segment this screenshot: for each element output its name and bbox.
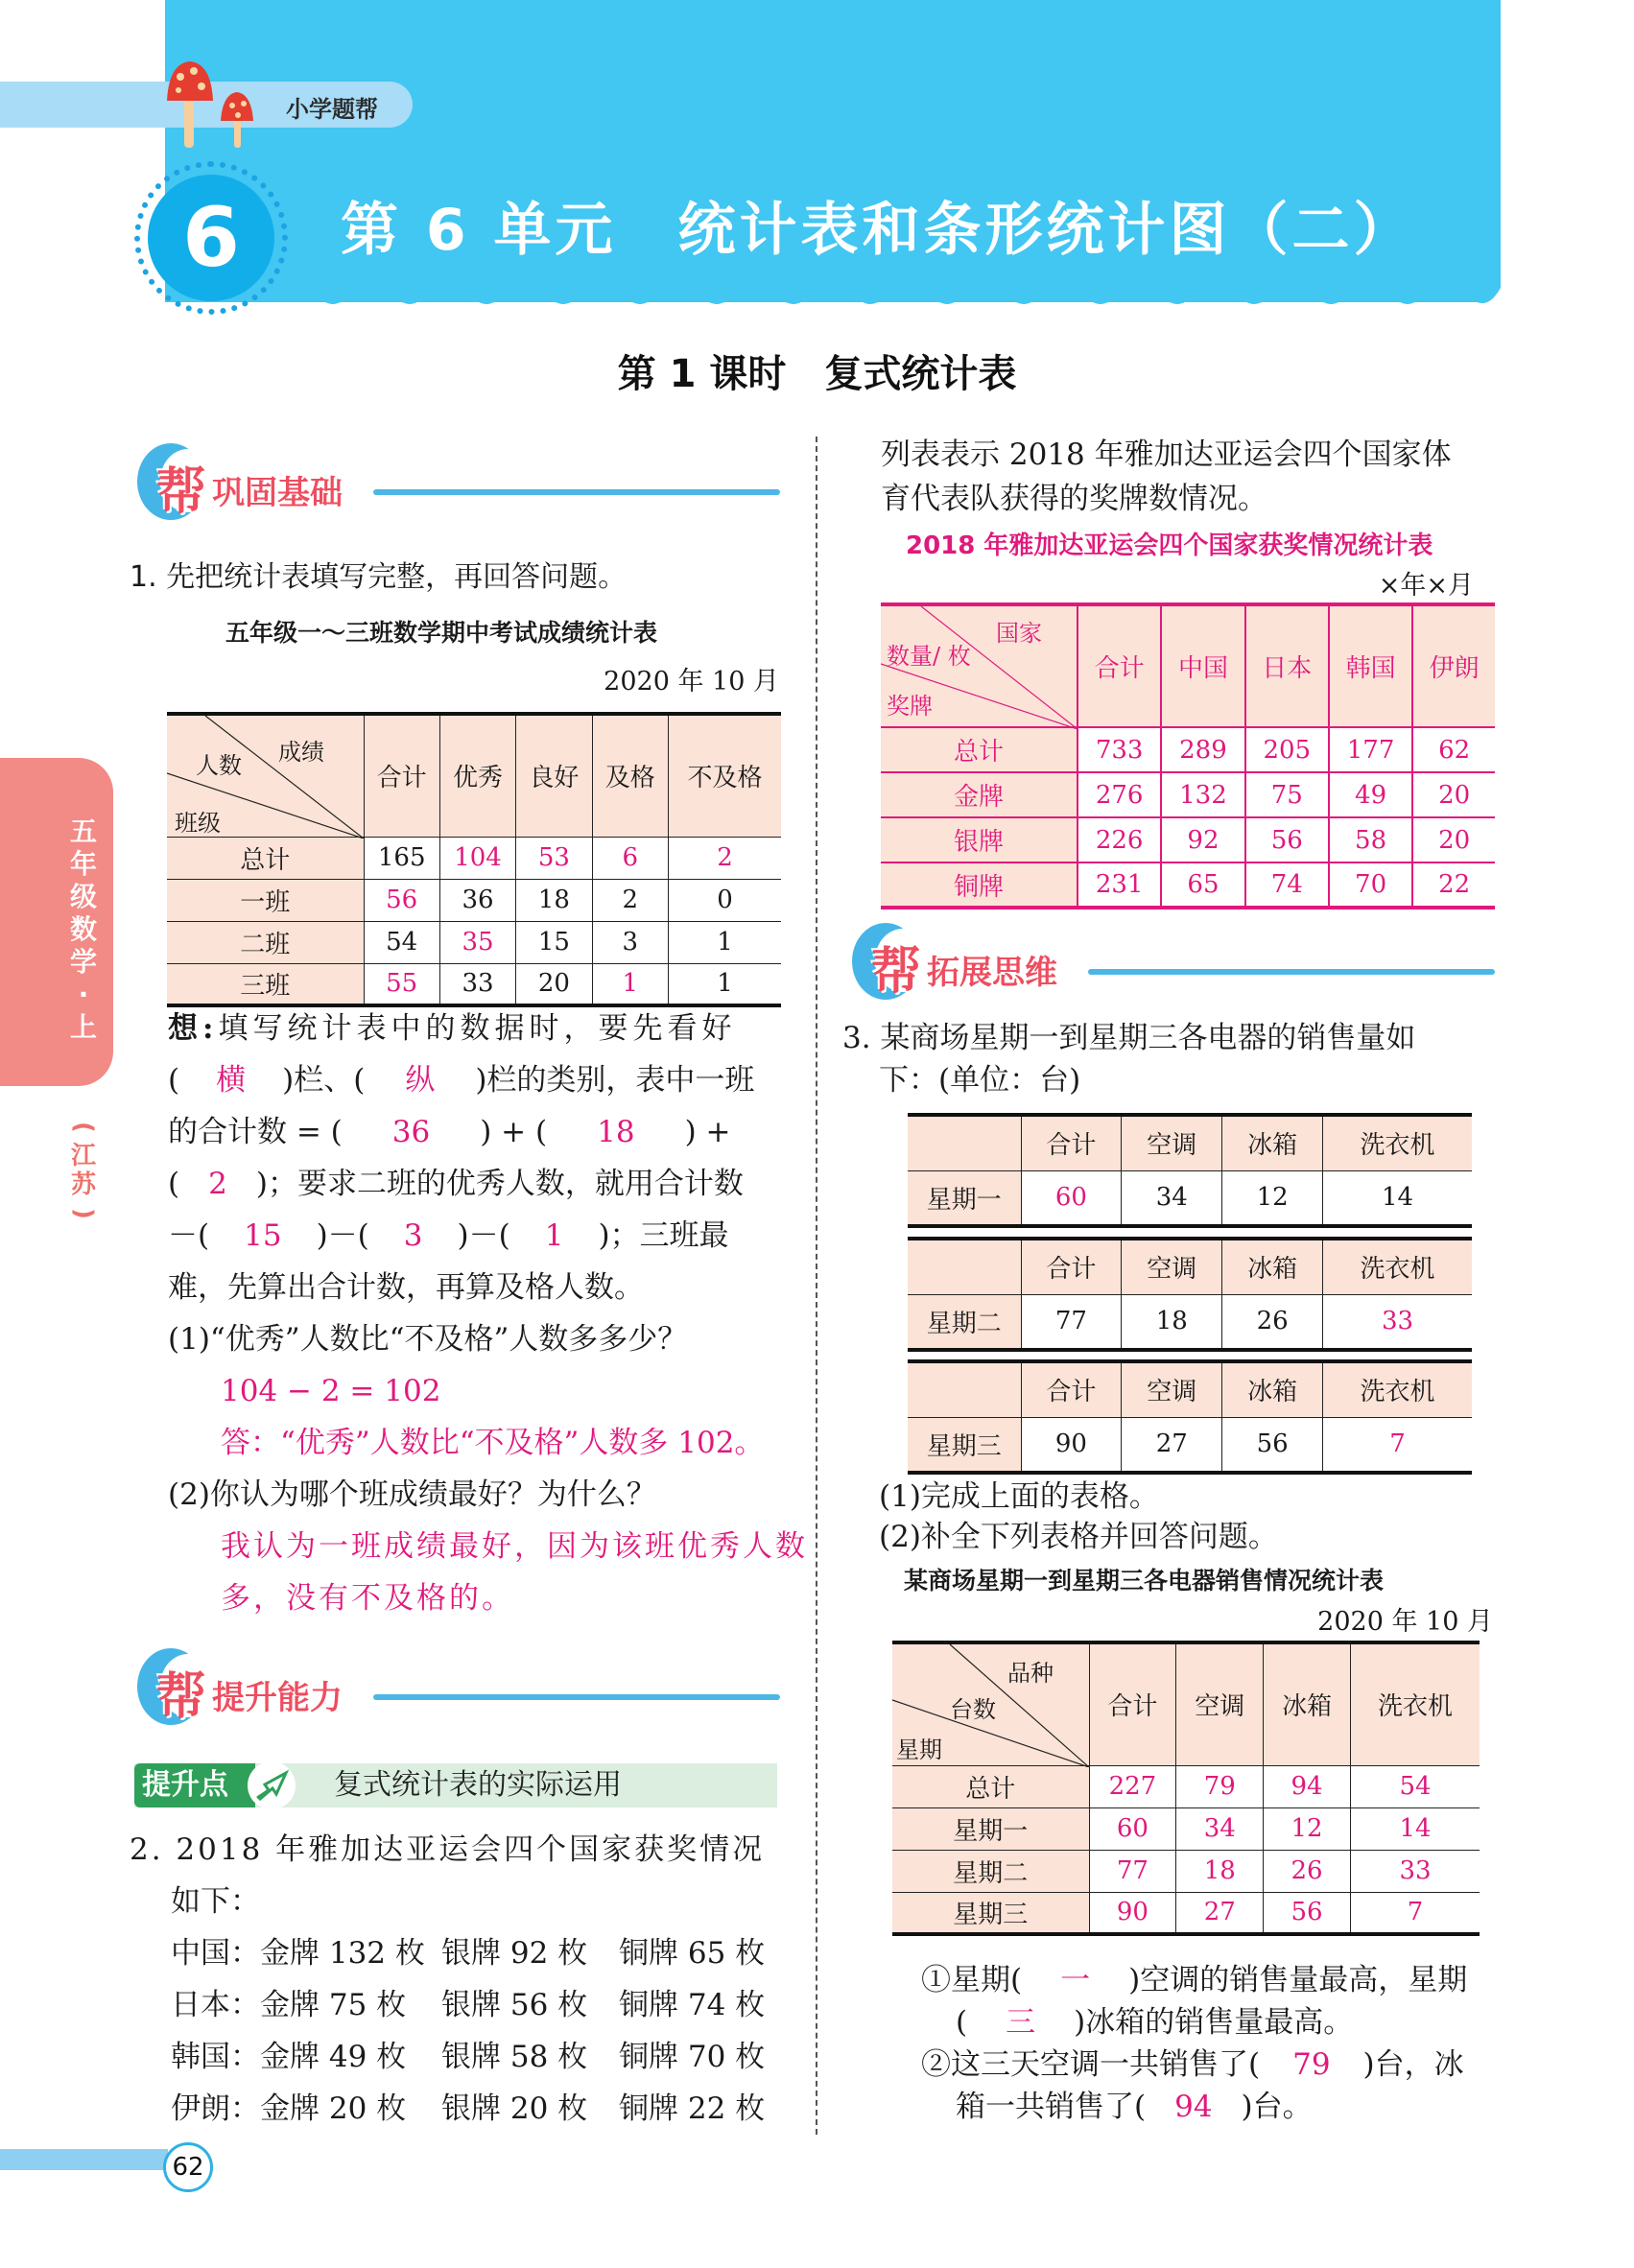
section-rule [373,489,780,495]
table-row: 星期二 77 18 26 33 [908,1294,1472,1350]
banner-wave-edge [165,278,1501,317]
table-row: 金牌 276 132 75 49 20 [881,772,1495,817]
unit-title: 第 6 单元 统计表和条形统计图（二） [341,197,1415,264]
q3-summary-table [892,1641,1480,1936]
arrow-up-right-icon [248,1761,296,1809]
side-tab-grade: 五 年 级 数 学 · 上 [69,815,97,1043]
section-expand: 帮 拓展思维 [852,923,1495,1009]
tip-label: 提升点 [134,1763,255,1807]
section-improve: 帮 提升能力 [137,1648,780,1735]
diagonal-header-cell: 品种 台数 星期 [892,1642,1089,1765]
q3-qb-l2: 箱一共销售了( 94 )台。 [956,2090,1313,2124]
table-row: 星期三 90 27 56 7 [892,1892,1480,1934]
q1-think-l2: ( 横 )栏、( 纵 )栏的类别，表中一班 [168,1063,755,1098]
list-item: 伊朗：金牌 20 枚 [171,2091,407,2126]
q1-think-l3: 的合计数 = ( 36 ) + ( 18 ) + [168,1115,731,1149]
table-header-row: 品种 台数 星期 合计 空调 冰箱 洗衣机 [892,1642,1480,1765]
diagonal-header-cell: 成绩 人数 班级 [167,714,364,837]
brand-label: 小学题帮 [286,96,378,123]
section-rule [1088,969,1495,975]
q1-think-l5: －( 15 )－( 3 )－( 1 )；三班最 [168,1218,729,1253]
list-item: 韩国：金牌 49 枚 [171,2040,407,2074]
q1-sub2-question: (2)你认为哪个班成绩最好？为什么？ [168,1477,656,1512]
q1-table-title: 五年级一～三班数学期中考试成绩统计表 [225,619,658,647]
q2-table-title: 2018 年雅加达亚运会四个国家获奖情况统计表 [906,532,1433,560]
table-row: 总计 733 289 205 177 62 [881,727,1495,772]
q3-prompt-l2: 下：(单位：台) [879,1063,1081,1098]
table-row: 总计 165 104 53 6 2 [167,837,781,879]
table-row: 总计 227 79 94 54 [892,1765,1480,1807]
section-basic: 帮 巩固基础 [137,443,780,530]
q1-sub1-question: (1)“优秀”人数比“不及格”人数多多少？ [168,1322,688,1357]
q1-think-l4: ( 2 )；要求二班的优秀人数，就用合计数 [168,1167,744,1201]
table-row: 银牌 226 92 56 58 20 [881,817,1495,862]
q2-table-date: ×年×月 [1378,571,1474,601]
section-rule [373,1694,780,1700]
q1-think-l6: 难，先算出合计数，再算及格人数。 [168,1270,644,1305]
q2-prompt-l1: 2. 2018 年雅加达亚运会四个国家获奖情况 [130,1832,766,1867]
table-row: 星期三 90 27 56 7 [908,1417,1472,1473]
q1-prompt: 1. 先把统计表填写完整，再回答问题。 [130,560,628,594]
q1-table-date: 2020 年 10 月 [604,667,779,697]
q2-cont-l2: 育代表队获得的奖牌数情况。 [881,482,1267,516]
lesson-title: 第 1 课时 复式统计表 [617,352,1017,396]
table-row: 一班 56 36 18 2 0 [167,879,781,921]
table-row: 三班 55 33 20 1 1 [167,963,781,1005]
q1-score-table [167,712,781,1007]
table-row: 星期一 60 34 12 14 [908,1170,1472,1226]
q3-day-table-wed: 合计 空调 冰箱 洗衣机 星期三 90 27 56 7 [908,1359,1472,1475]
q1-sub1-calc: 104 − 2 = 102 [221,1374,441,1408]
table-header-row: 成绩 人数 班级 合计 优秀 良好 及格 不及格 [167,714,781,837]
q3-prompt-l1: 3. 某商场星期一到星期三各电器的销售量如 [842,1021,1416,1055]
table-row: 星期一 60 34 12 14 [892,1807,1480,1850]
mushroom-icon [165,58,271,149]
diagonal-header-cell: 国家 数量/ 枚 奖牌 [881,604,1077,727]
list-item: 日本：金牌 75 枚 [171,1988,407,2022]
q3-qa-l1: ①星期( 一 )空调的销售量最高，星期 [921,1963,1468,1997]
q1-sub1-answer: 答：“优秀”人数比“不及格”人数多 102。 [221,1426,765,1460]
q1-think-l1: 想:填写统计表中的数据时，要先看好 [168,1011,737,1046]
q3-qb-l1: ②这三天空调一共销售了( 79 )台，冰 [921,2047,1464,2082]
q3-table-title: 某商场星期一到星期三各电器销售情况统计表 [904,1567,1385,1595]
table-row: 铜牌 231 65 74 70 22 [881,862,1495,908]
column-divider [816,437,817,2135]
q1-sub2-answer-l2: 多，没有不及格的。 [221,1581,514,1616]
page-number-strip [0,2149,168,2170]
q3-table-date: 2020 年 10 月 [1317,1607,1493,1637]
q3-day-table-mon: 合计 空调 冰箱 洗衣机 星期一 60 34 12 14 [908,1113,1472,1228]
table-header-row: 国家 数量/ 枚 奖牌 合计 中国 日本 韩国 伊朗 [881,604,1495,727]
unit-number-badge: 6 [148,175,274,301]
table-row: 星期二 77 18 26 33 [892,1850,1480,1892]
table-row: 二班 54 35 15 3 1 [167,921,781,963]
page-number: 62 [163,2142,213,2192]
side-tab-province: ( 江 苏 ) [69,1122,98,1219]
q3-sub1: (1)完成上面的表格。 [879,1479,1159,1514]
q2-cont-l1: 列表表示 2018 年雅加达亚运会四个国家体 [881,437,1452,472]
q3-sub2: (2)补全下列表格并回答问题。 [879,1520,1278,1554]
list-item: 中国：金牌 132 枚 [171,1936,425,1971]
q1-sub2-answer-l1: 我认为一班成绩最好，因为该班优秀人数 [221,1529,808,1564]
q2-prompt-l2: 如下： [171,1884,260,1919]
tip-text: 复式统计表的实际运用 [334,1768,622,1802]
q3-qa-l2: ( 三 )冰箱的销售量最高。 [956,2005,1354,2040]
q3-day-table-tue: 合计 空调 冰箱 洗衣机 星期二 77 18 26 33 [908,1237,1472,1352]
q2-medal-table [881,602,1495,910]
